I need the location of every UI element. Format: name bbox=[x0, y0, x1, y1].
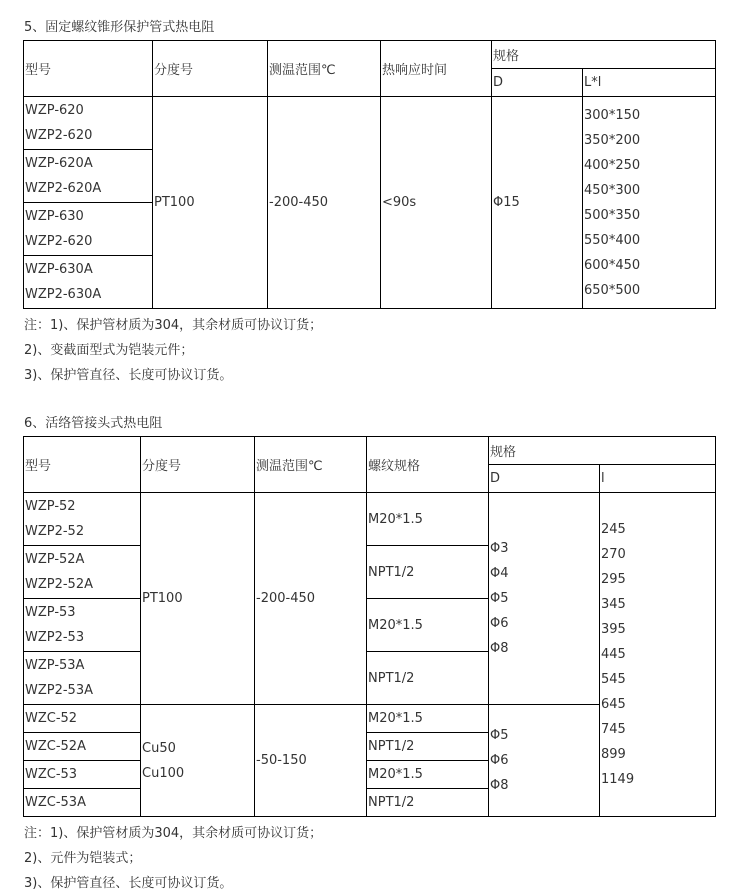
model-cell bbox=[24, 652, 141, 705]
section5-note-3: 3)、保护管直径、长度可协议订货。 bbox=[24, 368, 233, 383]
thread-cell: M20*1.5 bbox=[367, 761, 489, 789]
model-name: WZP2-52 bbox=[25, 524, 85, 539]
header-model: 型号 bbox=[24, 41, 153, 97]
section5-note-2: 2)、变截面型式为铠装元件； bbox=[24, 343, 194, 358]
d-value: Φ6 bbox=[490, 616, 509, 631]
model-cell bbox=[24, 256, 153, 309]
d-value: Φ8 bbox=[490, 778, 509, 793]
model-cell bbox=[24, 599, 141, 652]
header-graduation: 分度号 bbox=[153, 41, 268, 97]
range-cell: -200-450 bbox=[255, 493, 367, 705]
d-cell bbox=[489, 493, 600, 705]
graduation-value: Cu100 bbox=[142, 765, 185, 781]
thread-cell: M20*1.5 bbox=[367, 705, 489, 733]
header-response: 热响应时间 bbox=[381, 41, 492, 97]
l-value: 645 bbox=[601, 697, 626, 712]
section6-note-2: 2)、元件为铠装式； bbox=[24, 851, 142, 866]
section6-note-1: 注：1)、保护管材质为304，其余材质可协议订货； bbox=[24, 826, 323, 841]
section6-spec-table bbox=[23, 436, 716, 817]
model-cell: WZC-53A bbox=[24, 789, 141, 817]
section5-note-1: 注：1)、保护管材质为304，其余材质可协议订货； bbox=[24, 318, 323, 333]
model-cell: WZC-53 bbox=[24, 761, 141, 789]
l-value: 745 bbox=[601, 722, 626, 737]
header-model: 型号 bbox=[24, 437, 141, 493]
model-name: WZP2-52A bbox=[25, 577, 93, 592]
header-thread: 螺纹规格 bbox=[367, 437, 489, 493]
model-name: WZP-53 bbox=[25, 605, 76, 620]
li-value: 300*150 bbox=[584, 107, 641, 123]
model-name: WZP2-620A bbox=[25, 181, 102, 196]
li-value: 500*350 bbox=[584, 207, 641, 223]
li-value: 450*300 bbox=[584, 182, 641, 198]
d-value: Φ3 bbox=[490, 541, 509, 556]
model-cell: WZC-52 bbox=[24, 705, 141, 733]
model-name: WZP2-53 bbox=[25, 630, 85, 645]
model-name: WZP-620A bbox=[25, 156, 93, 171]
l-value: 1149 bbox=[601, 772, 635, 787]
range-cell: -200-450 bbox=[268, 97, 381, 309]
header-li: L*l bbox=[583, 69, 716, 97]
l-value: 270 bbox=[601, 547, 626, 562]
model-cell bbox=[24, 493, 141, 546]
model-name: WZP-53A bbox=[25, 658, 85, 673]
l-value: 545 bbox=[601, 672, 626, 687]
header-d: D bbox=[489, 465, 600, 493]
graduation-cell: PT100 bbox=[141, 493, 255, 705]
model-name: WZP-52 bbox=[25, 499, 76, 514]
l-value: 295 bbox=[601, 572, 626, 587]
l-value: 899 bbox=[601, 747, 626, 762]
li-value: 650*500 bbox=[584, 282, 641, 298]
l-value: 395 bbox=[601, 622, 626, 637]
header-d: D bbox=[492, 69, 583, 97]
model-name: WZP2-630A bbox=[25, 287, 102, 302]
graduation-cell bbox=[141, 705, 255, 817]
header-l: l bbox=[600, 465, 716, 493]
model-name: WZP-630 bbox=[25, 209, 84, 224]
d-value: Φ4 bbox=[490, 566, 509, 581]
li-value: 600*450 bbox=[584, 257, 641, 273]
range-cell: -50-150 bbox=[255, 705, 367, 817]
li-cell bbox=[583, 97, 716, 309]
model-cell bbox=[24, 203, 153, 256]
model-cell bbox=[24, 546, 141, 599]
header-range: 测温范围℃ bbox=[268, 41, 381, 97]
l-cell bbox=[600, 493, 716, 817]
section5-spec-table bbox=[23, 40, 716, 309]
header-graduation: 分度号 bbox=[141, 437, 255, 493]
l-value: 345 bbox=[601, 597, 626, 612]
model-name: WZP-620 bbox=[25, 103, 84, 118]
d-value: Φ5 bbox=[490, 728, 509, 743]
model-name: WZP-630A bbox=[25, 262, 93, 277]
model-name: WZP2-620 bbox=[25, 234, 93, 249]
header-spec: 规格 bbox=[492, 41, 716, 69]
header-spec: 规格 bbox=[489, 437, 716, 465]
li-value: 550*400 bbox=[584, 232, 641, 248]
d-cell bbox=[489, 705, 600, 817]
model-name: WZP2-620 bbox=[25, 128, 93, 143]
graduation-cell: PT100 bbox=[153, 97, 268, 309]
response-cell: <90s bbox=[381, 97, 492, 309]
graduation-value: Cu50 bbox=[142, 740, 176, 756]
thread-cell: NPT1/2 bbox=[367, 546, 489, 599]
d-cell: Φ15 bbox=[492, 97, 583, 309]
model-cell bbox=[24, 150, 153, 203]
thread-cell: NPT1/2 bbox=[367, 652, 489, 705]
li-value: 400*250 bbox=[584, 157, 641, 173]
thread-cell: M20*1.5 bbox=[367, 493, 489, 546]
model-name: WZP-52A bbox=[25, 552, 85, 567]
l-value: 445 bbox=[601, 647, 626, 662]
d-value: Φ8 bbox=[490, 641, 509, 656]
d-value: Φ5 bbox=[490, 591, 509, 606]
model-name: WZP2-53A bbox=[25, 683, 93, 698]
model-cell bbox=[24, 97, 153, 150]
d-value: Φ6 bbox=[490, 753, 509, 768]
thread-cell: NPT1/2 bbox=[367, 733, 489, 761]
thread-cell: NPT1/2 bbox=[367, 789, 489, 817]
section6-note-3: 3)、保护管直径、长度可协议订货。 bbox=[24, 876, 233, 891]
l-value: 245 bbox=[601, 522, 626, 537]
header-range: 测温范围℃ bbox=[255, 437, 367, 493]
model-cell: WZC-52A bbox=[24, 733, 141, 761]
section5-title: 5、固定螺纹锥形保护管式热电阻 bbox=[24, 20, 215, 35]
li-value: 350*200 bbox=[584, 132, 641, 148]
section6-title: 6、活络管接头式热电阻 bbox=[24, 416, 163, 431]
thread-cell: M20*1.5 bbox=[367, 599, 489, 652]
